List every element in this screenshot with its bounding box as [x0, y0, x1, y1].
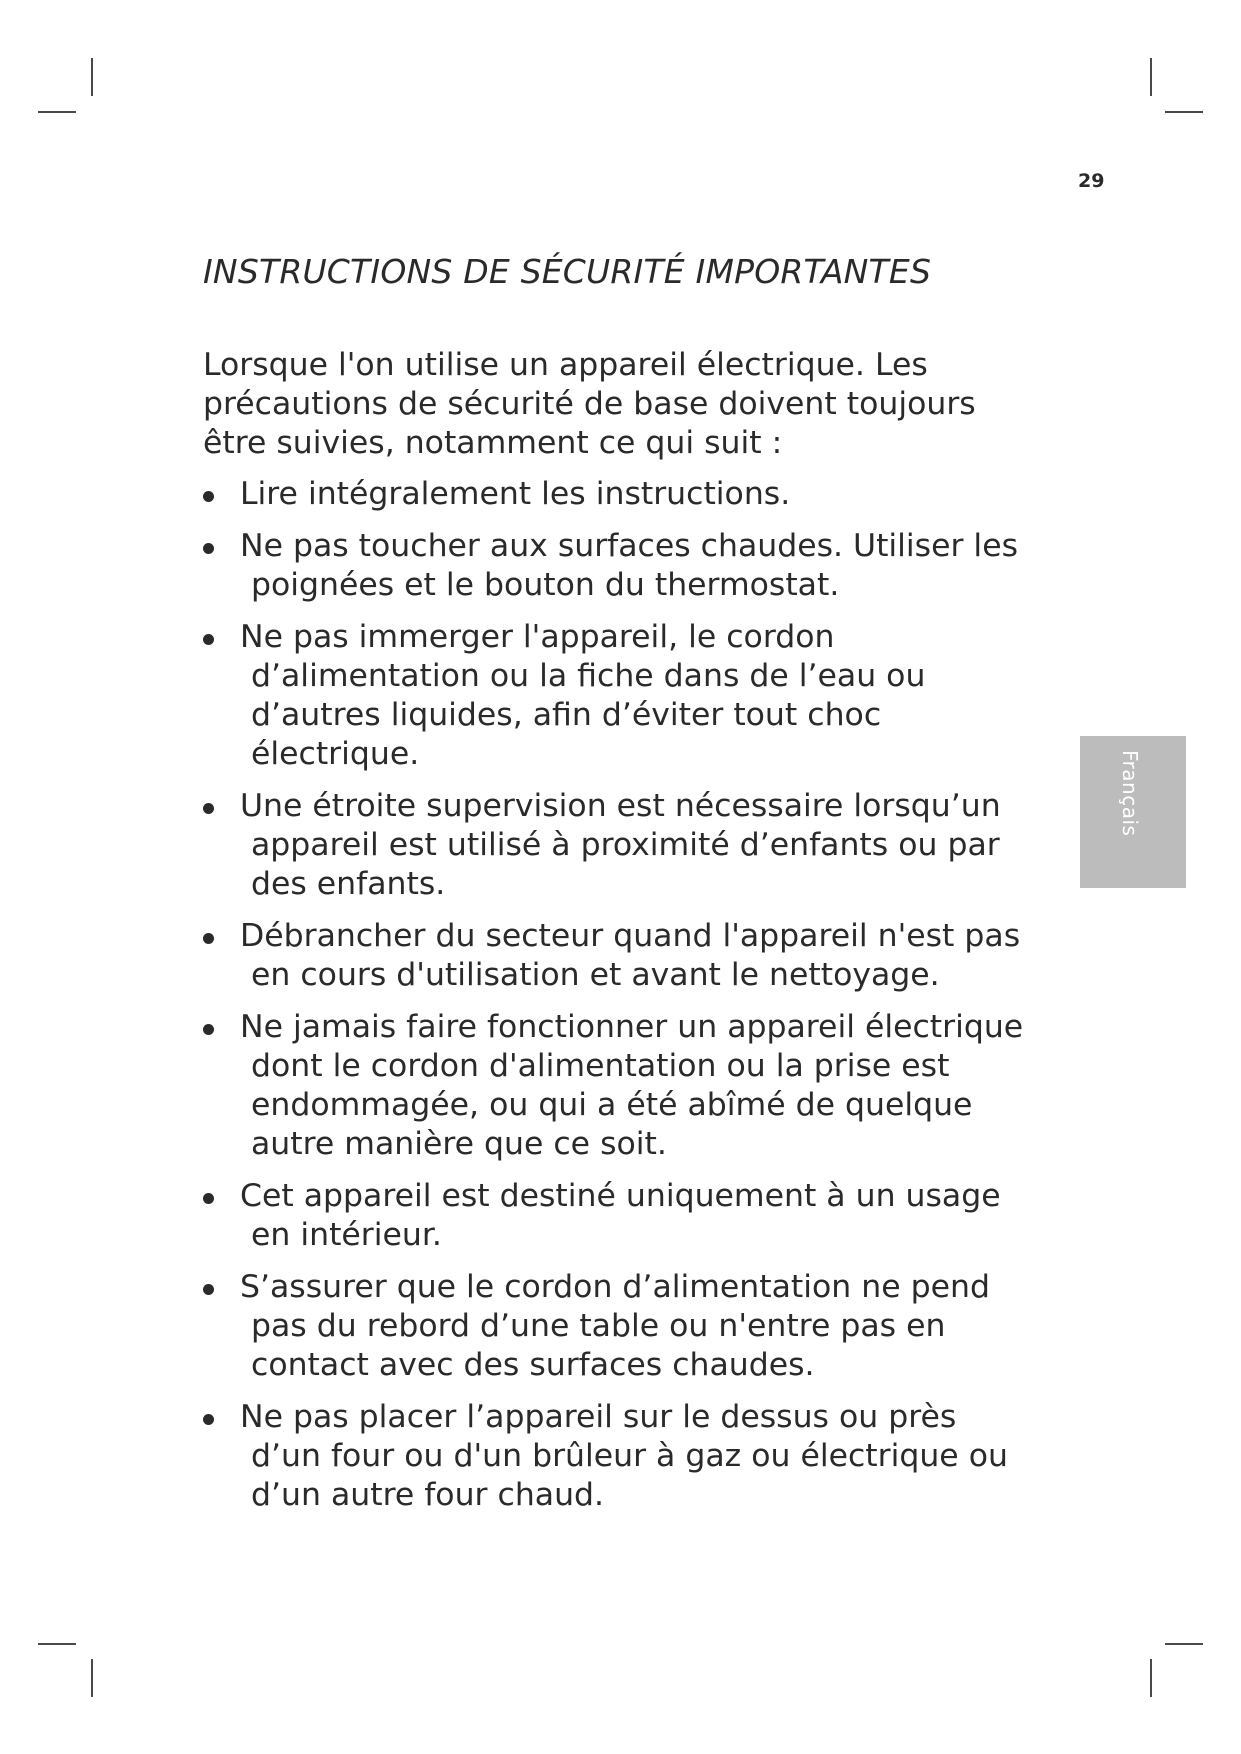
bullet-icon — [203, 1024, 214, 1035]
bullet-icon — [203, 1193, 214, 1204]
safety-content — [203, 346, 1033, 1528]
page-title: INSTRUCTIONS DE SÉCURITÉ IMPORTANTES — [203, 252, 932, 291]
rule-text: Une étroite supervision est nécessaire lorsqu’un appareil est utilisé à proximité d’enfants ou par des enfants. — [240, 788, 1001, 902]
bullet-icon — [203, 491, 214, 502]
language-tab — [1080, 736, 1186, 888]
bullet-icon — [203, 634, 214, 645]
list-item — [203, 917, 1033, 995]
rule-text: S’assurer que le cordon d’alimentation ne pend pas du rebord d’une table ou n'entre pas en contact avec des surfaces chaudes. — [240, 1269, 990, 1383]
bullet-icon — [203, 1414, 214, 1425]
list-item — [203, 527, 1033, 605]
list-item — [203, 787, 1033, 904]
crop-mark-bottom-left-vertical — [91, 1659, 93, 1697]
list-item — [203, 1177, 1033, 1255]
rule-text: Ne pas immerger l'appareil, le cordon d’alimentation ou la fiche dans de l’eau ou d’autres liquides, afin d’éviter tout choc électrique. — [240, 619, 926, 772]
list-item — [203, 1268, 1033, 1385]
rule-text: Ne jamais faire fonctionner un appareil électrique dont le cordon d'alimentation ou la prise est endommagée, ou qui a été abîmé de quelque autre manière que ce soit. — [240, 1009, 1024, 1162]
rule-text: Cet appareil est destiné uniquement à un usage en intérieur. — [240, 1178, 1001, 1253]
page-number: 29 — [1078, 170, 1105, 192]
rule-text: Ne pas toucher aux surfaces chaudes. Utiliser les poignées et le bouton du thermostat. — [240, 528, 1018, 603]
crop-mark-top-left-horizontal — [38, 111, 76, 113]
crop-mark-bottom-right-vertical — [1150, 1659, 1152, 1697]
crop-mark-top-left-vertical — [91, 58, 93, 96]
list-item — [203, 475, 1033, 514]
list-item — [203, 1398, 1033, 1515]
list-item — [203, 618, 1033, 774]
crop-mark-bottom-left-horizontal — [38, 1643, 76, 1645]
bullet-icon — [203, 1284, 214, 1295]
crop-mark-top-right-horizontal — [1165, 111, 1203, 113]
safety-rules-list — [203, 475, 1033, 1515]
rule-text: Lire intégralement les instructions. — [240, 476, 791, 512]
language-tab-label: Français — [1118, 750, 1142, 837]
bullet-icon — [203, 933, 214, 944]
bullet-icon — [203, 803, 214, 814]
bullet-icon — [203, 543, 214, 554]
list-item — [203, 1008, 1033, 1164]
rule-text: Débrancher du secteur quand l'appareil n'est pas en cours d'utilisation et avant le nettoyage. — [240, 918, 1021, 993]
intro-paragraph: Lorsque l'on utilise un appareil électrique. Les précautions de sécurité de base doivent toujours être suivies, notamment ce qui suit : — [203, 347, 976, 461]
rule-text: Ne pas placer l’appareil sur le dessus ou près d’un four ou d'un brûleur à gaz ou électrique ou d’un autre four chaud. — [240, 1399, 1008, 1513]
crop-mark-bottom-right-horizontal — [1165, 1643, 1203, 1645]
crop-mark-top-right-vertical — [1150, 58, 1152, 96]
